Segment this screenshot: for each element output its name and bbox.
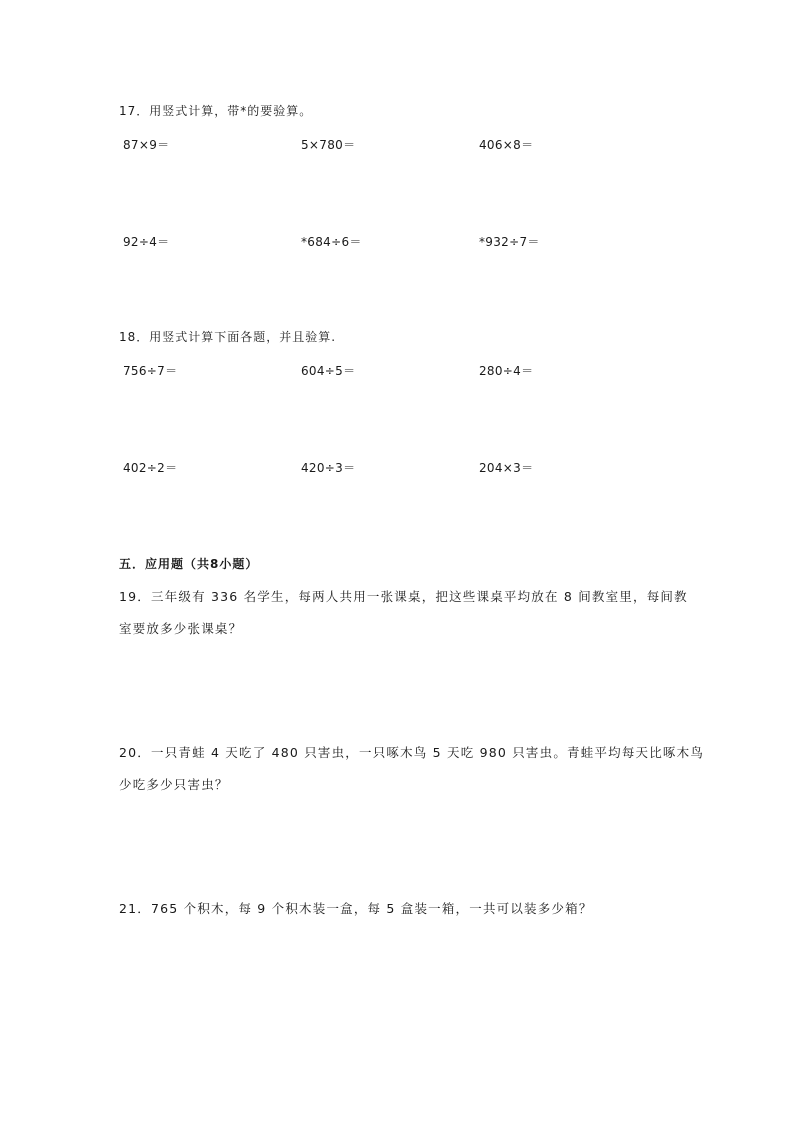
q18-expr-4: 402÷2＝ [123, 461, 178, 475]
q19-text-line-2: 室要放多少张课桌？ [119, 621, 243, 636]
q20-text-line-2: 少吃多少只害虫？ [119, 777, 229, 792]
q21-text-line-1: 21．765 个积木，每 9 个积木装一盒，每 5 盒装一箱，一共可以装多少箱？ [119, 901, 593, 916]
q18-expr-5: 420÷3＝ [301, 461, 356, 475]
section-heading: 五．应用题（共8小题） [119, 557, 259, 571]
q17-expr-2: 5×780＝ [301, 138, 356, 152]
q17-expr-4: 92÷4＝ [123, 235, 170, 249]
q17-expr-6: *932÷7＝ [479, 235, 540, 249]
q17-expr-1: 87×9＝ [123, 138, 170, 152]
q17-expr-3: 406×8＝ [479, 138, 534, 152]
q18-expr-3: 280÷4＝ [479, 364, 534, 378]
q17-heading: 17．用竖式计算，带*的要验算。 [119, 104, 313, 118]
q18-heading: 18．用竖式计算下面各题，并且验算. [119, 330, 337, 344]
q17-expr-5: *684÷6＝ [301, 235, 362, 249]
q20-text-line-1: 20．一只青蛙 4 天吃了 480 只害虫，一只啄木鸟 5 天吃 980 只害虫。青蛙平均每天比啄木鸟 [119, 745, 705, 760]
q18-expr-2: 604÷5＝ [301, 364, 356, 378]
q18-expr-6: 204×3＝ [479, 461, 534, 475]
q18-expr-1: 756÷7＝ [123, 364, 178, 378]
q19-text-line-1: 19．三年级有 336 名学生，每两人共用一张课桌，把这些课桌平均放在 8 间教室里，每间教 [119, 589, 688, 604]
